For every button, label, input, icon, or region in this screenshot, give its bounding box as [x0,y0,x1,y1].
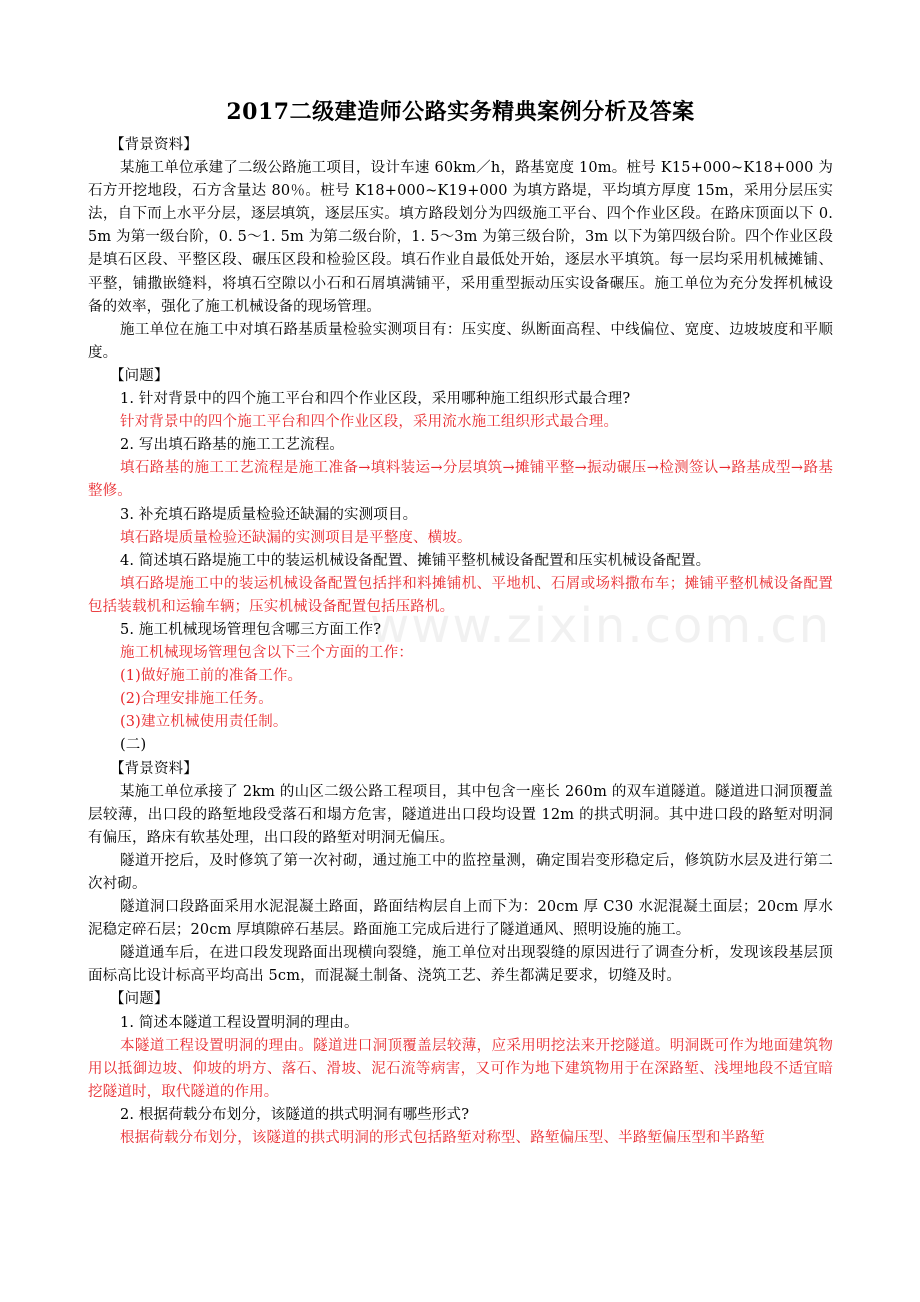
case1-question: 4. 简述填石路堤施工中的装运机械设备配置、摊铺平整机械设备配置和压实机械设备配置。 [120,552,711,569]
case1-background-label: 【背景资料】 [110,137,198,153]
case2-questions-label: 【问题】 [110,991,169,1008]
case1-answer-item: (3)建立机械使用责任制。 [120,714,288,731]
case1-questions-label: 【问题】 [110,367,169,384]
case2-question: 1. 简述本隧道工程设置明洞的理由。 [120,1014,359,1031]
case2-answer: 根据荷载分布划分，该隧道的拱式明洞的形式包括路堑对称型、路堑偏压型、半路堑偏压型和半路堑 [120,1130,765,1147]
case1-question: 1. 针对背景中的四个施工平台和四个作业区段，采用哪种施工组织形式最合理? [120,391,631,408]
case2-question: 2. 根据荷载分布划分，该隧道的拱式明洞有哪些形式? [120,1106,470,1123]
case1-answer: 填石路堤施工中的装运机械设备配置包括拌和料摊铺机、平地机、石屑或场料撒布车；摊铺平整机械设备配置包括装载机和运输车辆；压实机械设备配置包括压路机。 [88,575,833,615]
watermark: www.zixin.com.cn [370,598,832,654]
case1-background-paragraph: 某施工单位承建了二级公路施工项目，设计车速 60km／h，路基宽度 10m。桩号 K15+000~K18+000 为石方开挖地段，石方含量达 80％。桩号 K18+000~K19+000 为填方路堤，平均填方厚度 15m，采用分层压实法，自下而上水平分层，逐层填筑，逐层压实。填方路段划分为四级施工平台、四个作业区段。在路床顶面以下 0. 5m 为第一级台阶，0. 5～1. 5m 为第二级台阶，1. 5～3m 为第三级台阶，3m 以下为第四级台阶。四个作业区段是填石区段、平整区段、碾压区段和检验区段。填石作业自最低处开始，逐层水平填筑。每一层均采用机械摊铺、平整，铺撒嵌缝料，将填石空隙以小石和石屑填满铺平，采用重型振动压实设备碾压。施工单位为充分发挥机械设备的效率，强化了施工机械设备的现场管理。 [88,160,833,315]
case1-question: 2. 写出填石路基的施工工艺流程。 [120,437,344,454]
case1-background-paragraph: 施工单位在施工中对填石路基质量检验实测项目有：压实度、纵断面高程、中线偏位、宽度、边坡坡度和平顺度。 [88,321,833,361]
case2-background-paragraph: 隧道开挖后，及时修筑了第一次衬砌，通过施工中的监控量测，确定围岩变形稳定后，修筑防水层及进行第二次衬砌。 [88,852,833,892]
case2-background-label: 【背景资料】 [110,760,198,777]
case1-question: 3. 补充填石路堤质量检验还缺漏的实测项目。 [120,506,418,523]
document-title: 2017二级建造师公路实务精典案例分析及答案 [226,99,695,125]
case2-background-paragraph: 某施工单位承接了 2km 的山区二级公路工程项目，其中包含一座长 260m 的双车道隧道。隧道进口洞顶覆盖层较薄，出口段的路堑地段受落石和塌方危害，隧道进出口段均设置 12m 的拱式明洞。其中进口段的路堑对明洞有偏压，路床有软基处理，出口段的路堑对明洞无偏压。 [88,783,833,846]
case1-answer: 施工机械现场管理包含以下三个方面的工作： [120,645,413,662]
case1-answer-item: (1)做好施工前的准备工作。 [120,668,303,685]
case2-background-paragraph: 隧道通车后，在进口段发现路面出现横向裂缝，施工单位对出现裂缝的原因进行了调查分析，发现该段基层顶面标高比设计标高平均高出 5cm，而混凝土制备、浇筑工艺、养生都满足要求，切缝及时。 [88,945,833,985]
case2-answer: 本隧道工程设置明洞的理由。隧道进口洞顶覆盖层较薄，应采用明挖法来开挖隧道。明洞既可作为地面建筑物用以抵御边坡、仰坡的坍方、落石、滑坡、泥石流等病害，又可作为地下建筑物用于在深路堑、浅埋地段不适宜暗挖隧道时，取代隧道的作用。 [88,1037,833,1100]
case2-section-label: (二) [120,737,147,754]
case1-answer: 填石路堤质量检验还缺漏的实测项目是平整度、横坡。 [120,529,472,546]
case1-question: 5. 施工机械现场管理包含哪三方面工作? [120,621,382,638]
case1-answer: 填石路基的施工工艺流程是施工准备→填料装运→分层填筑→摊铺平整→振动碾压→检测签认→路基成型→路基整修。 [88,460,833,500]
case2-background-paragraph: 隧道洞口段路面采用水泥混凝土路面，路面结构层自上而下为：20cm 厚 C30 水泥混凝土面层；20cm 厚水泥稳定碎石层；20cm 厚填隙碎石基层。路面施工完成后进行了隧道通风、照明设施的施工。 [88,899,833,939]
case1-answer: 针对背景中的四个施工平台和四个作业区段，采用流水施工组织形式最合理。 [120,414,619,431]
case1-answer-item: (2)合理安排施工任务。 [120,691,273,708]
document-page [88,92,833,1150]
